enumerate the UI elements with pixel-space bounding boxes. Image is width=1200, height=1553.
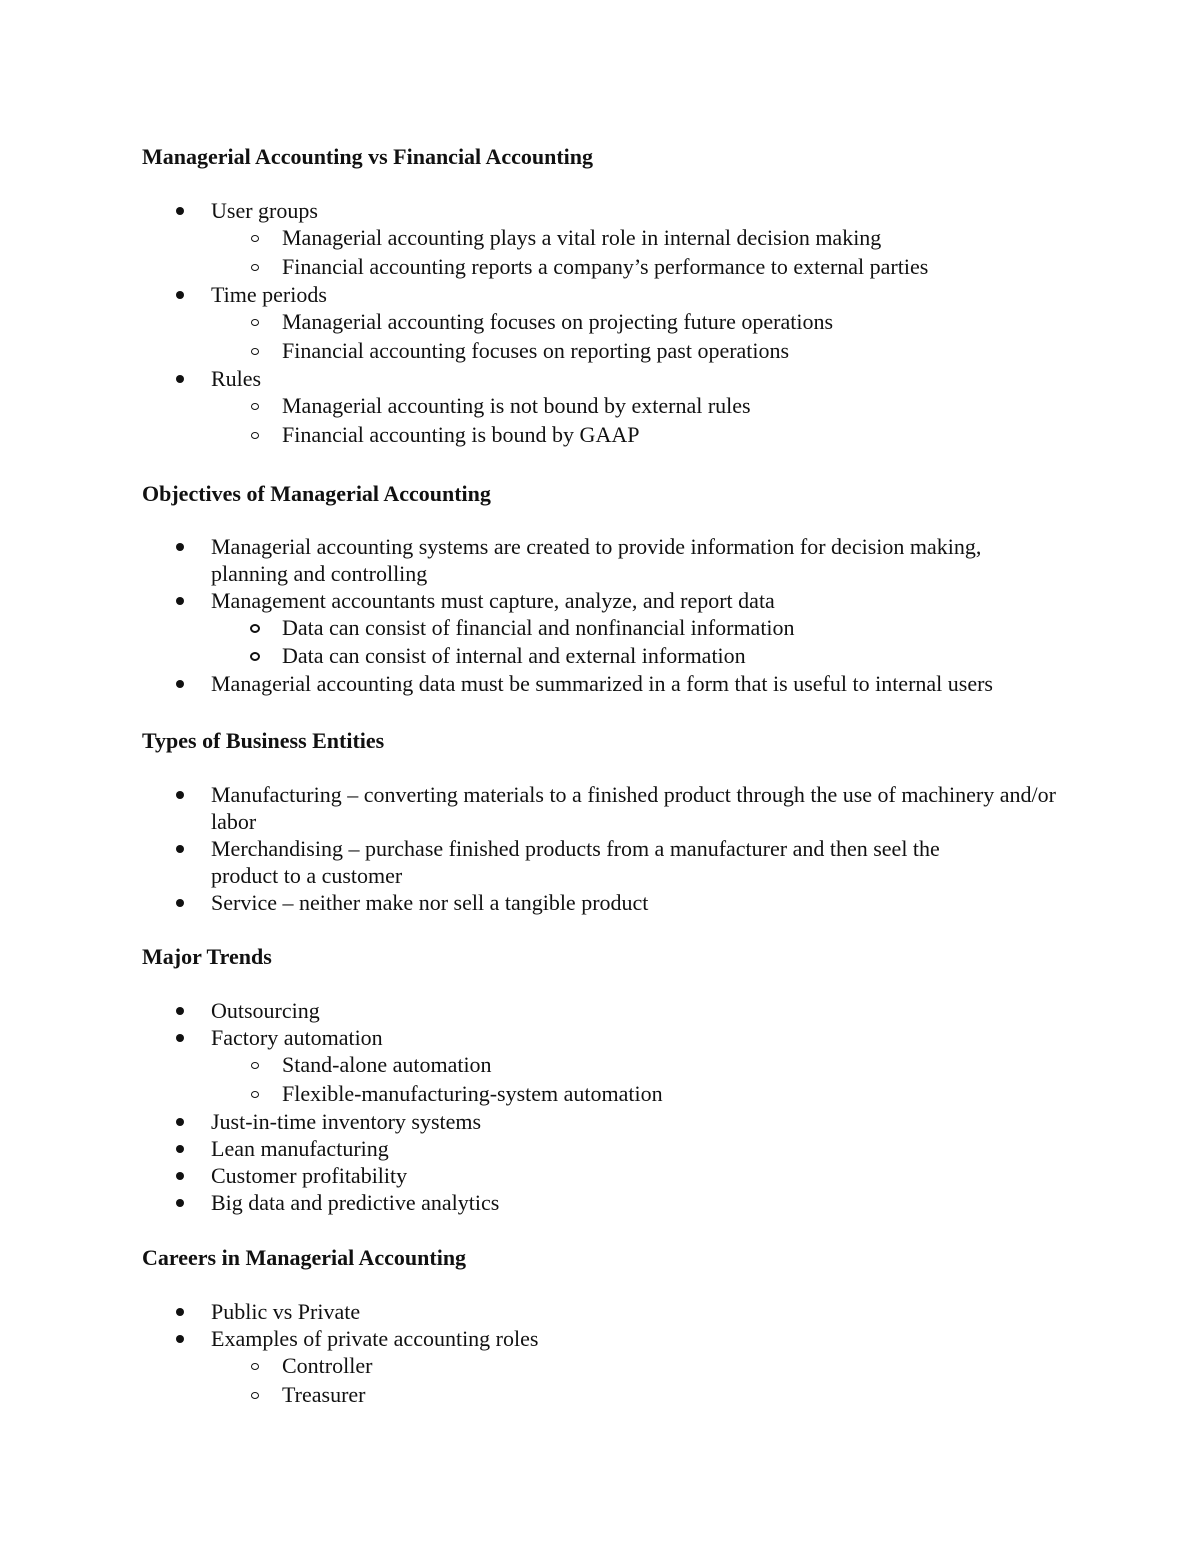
bullet-disc-icon bbox=[176, 1118, 184, 1126]
bullet-circle-icon bbox=[251, 1062, 259, 1069]
list-item: Just-in-time inventory systems bbox=[142, 1108, 1102, 1135]
list-item: Service – neither make nor sell a tangible product bbox=[142, 889, 1102, 916]
list-item: Management accountants must capture, analyze, and report data bbox=[142, 587, 1102, 614]
bullet-disc-icon bbox=[176, 207, 184, 215]
sub-list-item: Managerial accounting focuses on projecting future operations bbox=[142, 308, 1102, 337]
bullet-list bbox=[142, 1298, 1102, 1409]
sub-list-item: Data can consist of financial and nonfinancial information bbox=[142, 614, 1102, 642]
section-heading: Careers in Managerial Accounting bbox=[142, 1245, 467, 1270]
bullet-circle-icon bbox=[251, 264, 259, 271]
section-major-trends bbox=[142, 943, 1102, 1215]
list-item: Public vs Private bbox=[142, 1298, 1102, 1325]
bullet-disc-icon bbox=[176, 1007, 184, 1015]
bullet-disc-icon bbox=[176, 1034, 184, 1042]
sub-list-item: Controller bbox=[142, 1352, 1102, 1381]
bullet-circle-icon bbox=[251, 1392, 259, 1399]
list-item: Rules bbox=[142, 365, 1102, 392]
section-careers bbox=[142, 1244, 1102, 1407]
bullet-disc-icon bbox=[176, 791, 184, 799]
bullet-circle-icon bbox=[250, 652, 260, 661]
sub-list-item: Financial accounting reports a company’s performance to external parties bbox=[142, 253, 1102, 282]
section-heading: Major Trends bbox=[142, 944, 272, 969]
list-item: Factory automation bbox=[142, 1024, 1102, 1051]
list-item: User groups bbox=[142, 197, 1102, 224]
list-item: Manufacturing – converting materials to a finished product through the use of machinery and/or labor bbox=[142, 781, 1056, 835]
section-heading: Managerial Accounting vs Financial Accounting bbox=[142, 144, 594, 169]
list-item: Outsourcing bbox=[142, 997, 1102, 1024]
bullet-disc-icon bbox=[176, 845, 184, 853]
bullet-circle-icon bbox=[251, 432, 259, 439]
bullet-list bbox=[142, 997, 1102, 1216]
bullet-list bbox=[142, 781, 1102, 916]
bullet-disc-icon bbox=[176, 375, 184, 383]
list-item: Time periods bbox=[142, 281, 1102, 308]
bullet-circle-icon bbox=[251, 1363, 259, 1370]
bullet-disc-icon bbox=[176, 899, 184, 907]
bullet-circle-icon bbox=[251, 235, 259, 242]
sub-list-item: Data can consist of internal and external information bbox=[142, 642, 1102, 670]
section-heading: Objectives of Managerial Accounting bbox=[142, 481, 491, 506]
list-item: Merchandising – purchase finished products from a manufacturer and then seel the product to a customer bbox=[142, 835, 1011, 889]
list-item: Big data and predictive analytics bbox=[142, 1189, 1102, 1216]
bullet-disc-icon bbox=[176, 1308, 184, 1316]
bullet-circle-icon bbox=[250, 624, 260, 633]
sub-list-item: Flexible-manufacturing-system automation bbox=[142, 1080, 1102, 1109]
bullet-disc-icon bbox=[176, 597, 184, 605]
list-item: Customer profitability bbox=[142, 1162, 1102, 1189]
sub-list-item: Financial accounting focuses on reporting past operations bbox=[142, 337, 1102, 366]
section-objectives bbox=[142, 480, 1102, 696]
section-business-entities bbox=[142, 727, 1102, 915]
bullet-circle-icon bbox=[251, 348, 259, 355]
sub-list-item: Stand-alone automation bbox=[142, 1051, 1102, 1080]
bullet-disc-icon bbox=[176, 1199, 184, 1207]
list-item: Managerial accounting data must be summarized in a form that is useful to internal users bbox=[142, 670, 1102, 697]
section-heading: Types of Business Entities bbox=[142, 728, 385, 753]
bullet-circle-icon bbox=[251, 403, 259, 410]
bullet-list bbox=[142, 533, 1102, 697]
bullet-circle-icon bbox=[251, 319, 259, 326]
bullet-disc-icon bbox=[176, 1145, 184, 1153]
bullet-disc-icon bbox=[176, 680, 184, 688]
sub-list-item: Treasurer bbox=[142, 1381, 1102, 1410]
bullet-disc-icon bbox=[176, 1172, 184, 1180]
list-item: Examples of private accounting roles bbox=[142, 1325, 1102, 1352]
bullet-circle-icon bbox=[251, 1091, 259, 1098]
section-comparison bbox=[142, 143, 1102, 447]
sub-list-item: Managerial accounting plays a vital role in internal decision making bbox=[142, 224, 1102, 253]
sub-list-item: Managerial accounting is not bound by external rules bbox=[142, 392, 1102, 421]
bullet-list bbox=[142, 197, 1102, 449]
list-item: Managerial accounting systems are created to provide information for decision making, planning and controlling bbox=[142, 533, 1041, 587]
sub-list-item: Financial accounting is bound by GAAP bbox=[142, 421, 1102, 450]
bullet-disc-icon bbox=[176, 543, 184, 551]
list-item: Lean manufacturing bbox=[142, 1135, 1102, 1162]
bullet-disc-icon bbox=[176, 1335, 184, 1343]
bullet-disc-icon bbox=[176, 291, 184, 299]
